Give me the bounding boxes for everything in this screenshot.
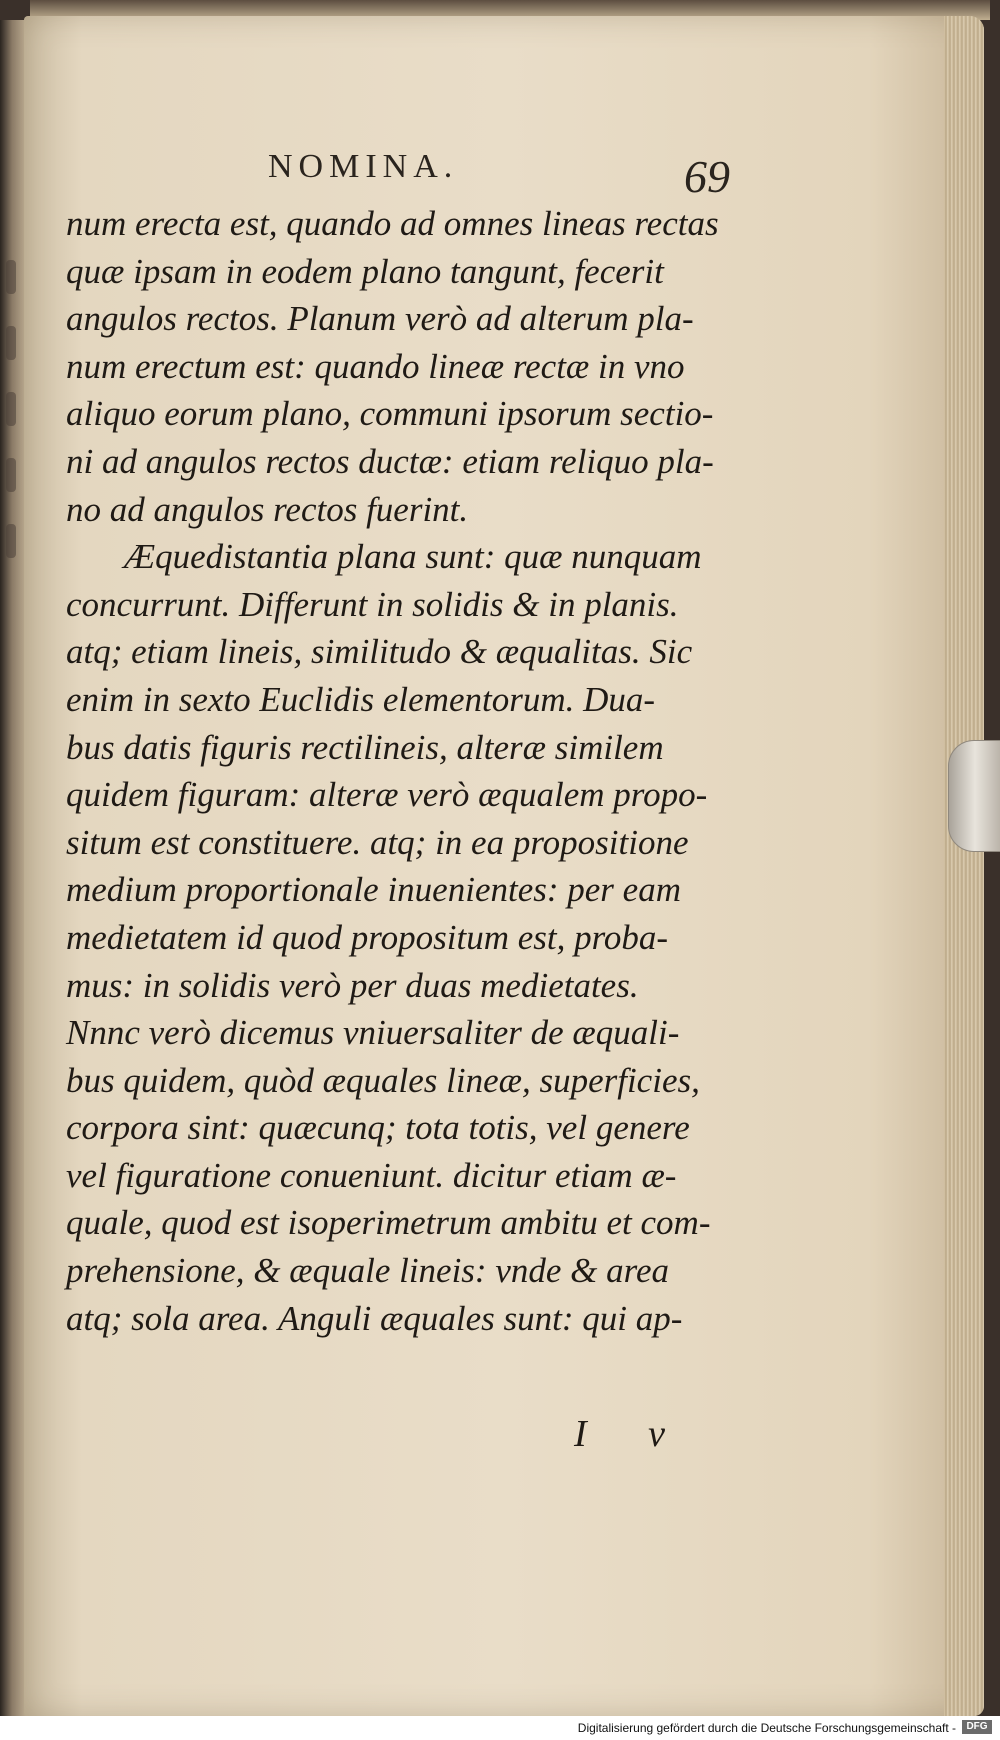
fragment-mark — [6, 392, 16, 426]
page-fore-edge — [944, 16, 984, 1716]
text-line: num erectum est: quando lineæ rectæ in vno — [66, 346, 685, 386]
text-line: bus datis figuris rectilineis, alteræ similem — [66, 727, 664, 767]
dfg-logo: DFG — [962, 1720, 992, 1734]
fragment-mark — [6, 458, 16, 492]
text-line: medium proportionale inuenientes: per eam — [66, 870, 681, 910]
digitization-credit: Digitalisierung gefördert durch die Deutsche Forschungsgemeinschaft - — [577, 1721, 956, 1735]
fragment-mark — [6, 326, 16, 360]
text-line: atq; sola area. Anguli æquales sunt: qui ap- — [66, 1298, 683, 1338]
text-line: bus quidem, quòd æquales lineæ, superficies, — [66, 1060, 700, 1100]
text-line: quale, quod est isoperimetrum ambitu et com- — [66, 1203, 711, 1243]
text-line: medietatem id quod propositum est, proba- — [66, 917, 669, 957]
text-line: enim in sexto Euclidis elementorum. Dua- — [66, 679, 656, 719]
text-line: no ad angulos rectos fuerint. — [66, 489, 469, 529]
text-line: Nnnc verò dicemus vniuersaliter de æquali- — [66, 1013, 680, 1053]
text-line: angulos rectos. Planum verò ad alterum pla- — [66, 299, 694, 339]
text-line: atq; etiam lineis, similitudo & æqualitas. Sic — [66, 632, 693, 672]
text-line: prehensione, & æquale lineis: vnde & area — [66, 1251, 669, 1291]
page-clip — [948, 740, 1000, 852]
running-head: NOMINA. — [268, 148, 459, 185]
text-line: Æquedistantia plana sunt: quæ nunquam — [124, 537, 702, 577]
text-line: situm est constituere. atq; in ea propositione — [66, 822, 689, 862]
fragment-mark — [6, 260, 16, 294]
text-line: quidem figuram: alteræ verò æqualem propo- — [66, 775, 708, 815]
text-line: num erecta est, quando ad omnes lineas rectas — [66, 204, 719, 243]
fragment-mark — [6, 524, 16, 558]
text-line: mus: in solidis verò per duas medietates. — [66, 965, 639, 1005]
body-text — [66, 200, 766, 1342]
page-number: 69 — [684, 151, 730, 202]
signature-mark: I v — [574, 1413, 692, 1455]
text-line: ni ad angulos rectos ductæ: etiam reliquo pla- — [66, 441, 714, 481]
text-line: corpora sint: quæcunq; tota totis, vel genere — [66, 1108, 690, 1148]
text-line: concurrunt. Differunt in solidis & in planis. — [66, 584, 679, 624]
text-line: vel figuratione conueniunt. dicitur etiam æ- — [66, 1155, 677, 1195]
text-line: aliquo eorum plano, communi ipsorum sectio- — [66, 394, 714, 434]
adjacent-page-text-fragments — [2, 250, 20, 750]
text-line: quæ ipsam in eodem plano tangunt, fecerit — [66, 251, 664, 291]
